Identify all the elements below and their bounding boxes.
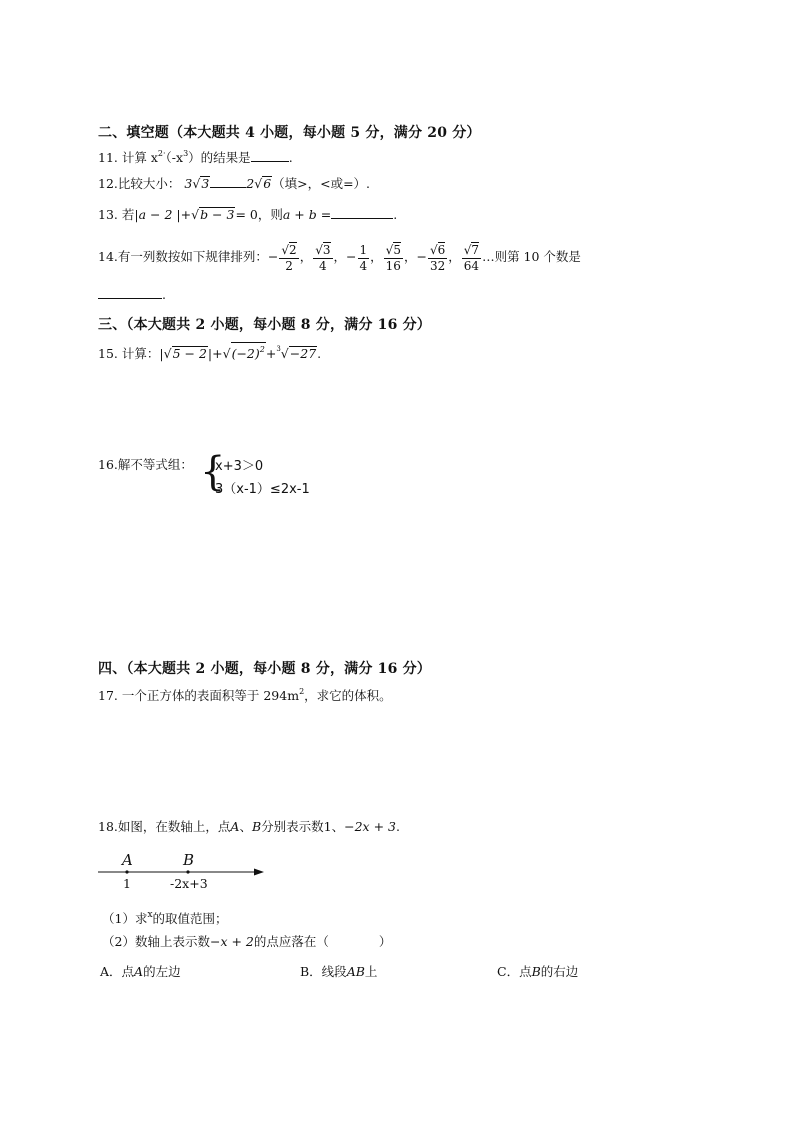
- option-text: 上: [364, 964, 378, 979]
- term-sign: −: [346, 249, 357, 264]
- sqrt-expression: √b − 3: [191, 207, 235, 222]
- q17-text: 一个正方体的表面积等于 294m: [121, 688, 300, 703]
- part-1-text: （1）求: [102, 911, 148, 926]
- inequality-2: 3（x-1）≤2x-1: [215, 482, 310, 497]
- radicand: 3: [201, 176, 210, 191]
- denominator: 16: [385, 258, 401, 273]
- plus-sign: +: [265, 346, 277, 361]
- term-separator: ，: [370, 249, 383, 264]
- sqrt-expression: √6: [254, 176, 272, 191]
- exponent: 2: [299, 687, 305, 696]
- numerator: 1: [359, 242, 368, 257]
- question-number: 12.: [98, 176, 118, 191]
- q15-text: 计算：: [121, 346, 160, 361]
- term-sign: −: [416, 249, 427, 264]
- section-heading-calculation: 三、（本大题共 2 小题，每小题 8 分，满分 16 分）: [98, 317, 432, 333]
- q18-text: 分别表示数: [261, 819, 324, 834]
- sqrt-expression: √3: [192, 176, 210, 191]
- radicand: (−2): [231, 346, 260, 361]
- point-a-marker: [125, 870, 128, 873]
- term-separator: ，: [333, 249, 347, 264]
- sqrt-expression: $√(-2)^2$: [223, 342, 266, 362]
- q17-text: ，求它的体积。: [304, 688, 392, 703]
- numerator: √2: [281, 242, 297, 257]
- q14-text: 有一列数按如下规律排列：: [117, 249, 268, 264]
- q12-text: 比较大小：: [117, 176, 181, 191]
- part-1-text: 的取值范围；: [152, 911, 228, 926]
- question-12: [98, 176, 370, 192]
- exponent: 2: [259, 345, 265, 354]
- radicand: −27: [289, 346, 317, 361]
- question-13: [98, 207, 397, 223]
- sequence-term: [267, 242, 300, 273]
- numerator: √7: [463, 242, 480, 257]
- radicand: b − 3: [200, 207, 235, 222]
- cube-root-expression: √−27: [280, 346, 317, 361]
- q12-coefficient: 3: [184, 176, 193, 191]
- question-11: [98, 146, 293, 166]
- denominator: 4: [359, 258, 368, 273]
- question-18: [98, 819, 400, 835]
- option-label: B．线段: [300, 964, 347, 979]
- option-c: [497, 962, 578, 980]
- fraction: [358, 243, 370, 273]
- section-heading-application: 四、（本大题共 2 小题，每小题 8 分，满分 16 分）: [98, 661, 432, 677]
- q13-expression: a + b =: [282, 207, 332, 222]
- radicand: 5 − 2: [172, 346, 207, 361]
- radicand: 6: [263, 176, 272, 191]
- question-number: 16.: [98, 457, 118, 472]
- q13-period: .: [393, 207, 398, 222]
- q12-coefficient: 2: [246, 176, 255, 191]
- point-b-marker: [186, 870, 189, 873]
- axis-label-a: A: [122, 851, 133, 869]
- cube-root-index: 3: [276, 345, 281, 353]
- q11-exponent: 3: [183, 149, 189, 158]
- option-variable: AB: [346, 964, 365, 979]
- question-number: 14.: [98, 249, 118, 264]
- question-15: [98, 341, 321, 362]
- equation-rhs: = 0: [235, 207, 258, 222]
- sequence-term: [416, 242, 448, 273]
- axis-label-b: B: [183, 851, 195, 869]
- axis-value-b: -2x+3: [170, 876, 208, 891]
- term-separator: ，: [299, 249, 313, 264]
- answer-blank: [331, 207, 393, 219]
- point-label-a: A: [230, 819, 240, 834]
- left-brace-icon: {: [200, 449, 226, 495]
- fraction: [313, 243, 332, 273]
- q12-text: （填>，<或=）.: [272, 176, 371, 191]
- value-a: 1: [323, 819, 332, 834]
- term-sign: −: [267, 249, 279, 264]
- question-number: 11.: [98, 150, 118, 165]
- absolute-value-expression: |a − 2 |: [134, 207, 181, 222]
- point-label-b: B: [251, 819, 262, 834]
- inequality-1: x+3＞0: [215, 459, 264, 474]
- q13-text: 若: [121, 207, 135, 222]
- option-text: 的右边: [540, 964, 579, 979]
- fraction: [279, 243, 298, 273]
- sequence-term: [383, 242, 404, 273]
- numerator: √6: [429, 242, 446, 257]
- arrow-icon: [254, 869, 264, 876]
- option-text: 的左边: [143, 964, 181, 979]
- question-number: 15.: [98, 346, 118, 361]
- value-b: −2x + 3: [344, 819, 396, 834]
- denominator: 64: [463, 258, 480, 273]
- sequence-term: [312, 242, 333, 273]
- question-number: 13.: [98, 207, 118, 222]
- option-label: C．点: [497, 964, 532, 979]
- part-2-text: （2）数轴上表示数: [102, 934, 210, 949]
- axis-value-a: 1: [123, 876, 131, 891]
- numerator: √3: [315, 242, 331, 257]
- part-2-expression: −x + 2: [209, 934, 254, 949]
- denominator: 4: [319, 258, 327, 273]
- question-14-answer-line: [98, 287, 166, 303]
- q13-text: ，则: [257, 207, 283, 222]
- term-separator: ，: [403, 249, 417, 264]
- question-16: [98, 457, 193, 473]
- q11-exponent: 2·: [157, 149, 166, 158]
- term-separator: ，: [448, 249, 461, 264]
- sequence-term: [461, 242, 482, 273]
- numerator: √5: [385, 242, 401, 257]
- question-18-part-1: [102, 907, 228, 927]
- option-variable: B: [531, 964, 541, 979]
- option-a: [100, 962, 181, 980]
- q18-period: .: [395, 819, 400, 834]
- q11-text: 计算 x: [121, 150, 158, 165]
- separator: 、: [331, 819, 345, 834]
- question-18-part-2: [102, 934, 391, 950]
- q11-text: ）的结果是: [188, 150, 251, 165]
- sequence-terms: [267, 242, 482, 273]
- fraction: [384, 243, 403, 273]
- denominator: 2: [285, 258, 293, 273]
- q16-text: 解不等式组：: [117, 457, 193, 472]
- q11-period: .: [288, 150, 293, 165]
- question-14: [98, 240, 581, 274]
- answer-blank: [98, 287, 162, 299]
- option-variable: A: [134, 964, 144, 979]
- q14-text: …则第 10 个数是: [482, 249, 581, 264]
- abs-bar: |+: [207, 346, 223, 361]
- sqrt-expression: √5 − 2: [163, 346, 207, 361]
- question-number: 17.: [98, 688, 118, 703]
- option-b: [300, 962, 377, 980]
- fraction: [428, 243, 447, 273]
- variable-x: x: [147, 910, 153, 920]
- answer-blank: [251, 150, 289, 162]
- plus-sign: +: [180, 207, 192, 222]
- q15-period: .: [317, 346, 322, 361]
- abs-bar: |: [159, 346, 164, 361]
- fraction: [462, 243, 481, 273]
- question-17: [98, 684, 392, 704]
- section-heading-fill-in: 二、填空题（本大题共 4 小题，每小题 5 分，满分 20 分）: [98, 125, 481, 141]
- part-2-text: 的点应落在（ ）: [253, 934, 392, 949]
- q14-period: .: [162, 287, 166, 302]
- denominator: 32: [429, 258, 446, 273]
- sequence-term: [346, 242, 370, 273]
- separator: 、: [239, 819, 252, 834]
- answer-blank: [210, 176, 246, 188]
- q18-text: 如图，在数轴上，点: [117, 819, 231, 834]
- question-number: 18.: [98, 819, 118, 834]
- option-label: A．点: [100, 964, 135, 979]
- q11-text: （-x: [165, 150, 184, 165]
